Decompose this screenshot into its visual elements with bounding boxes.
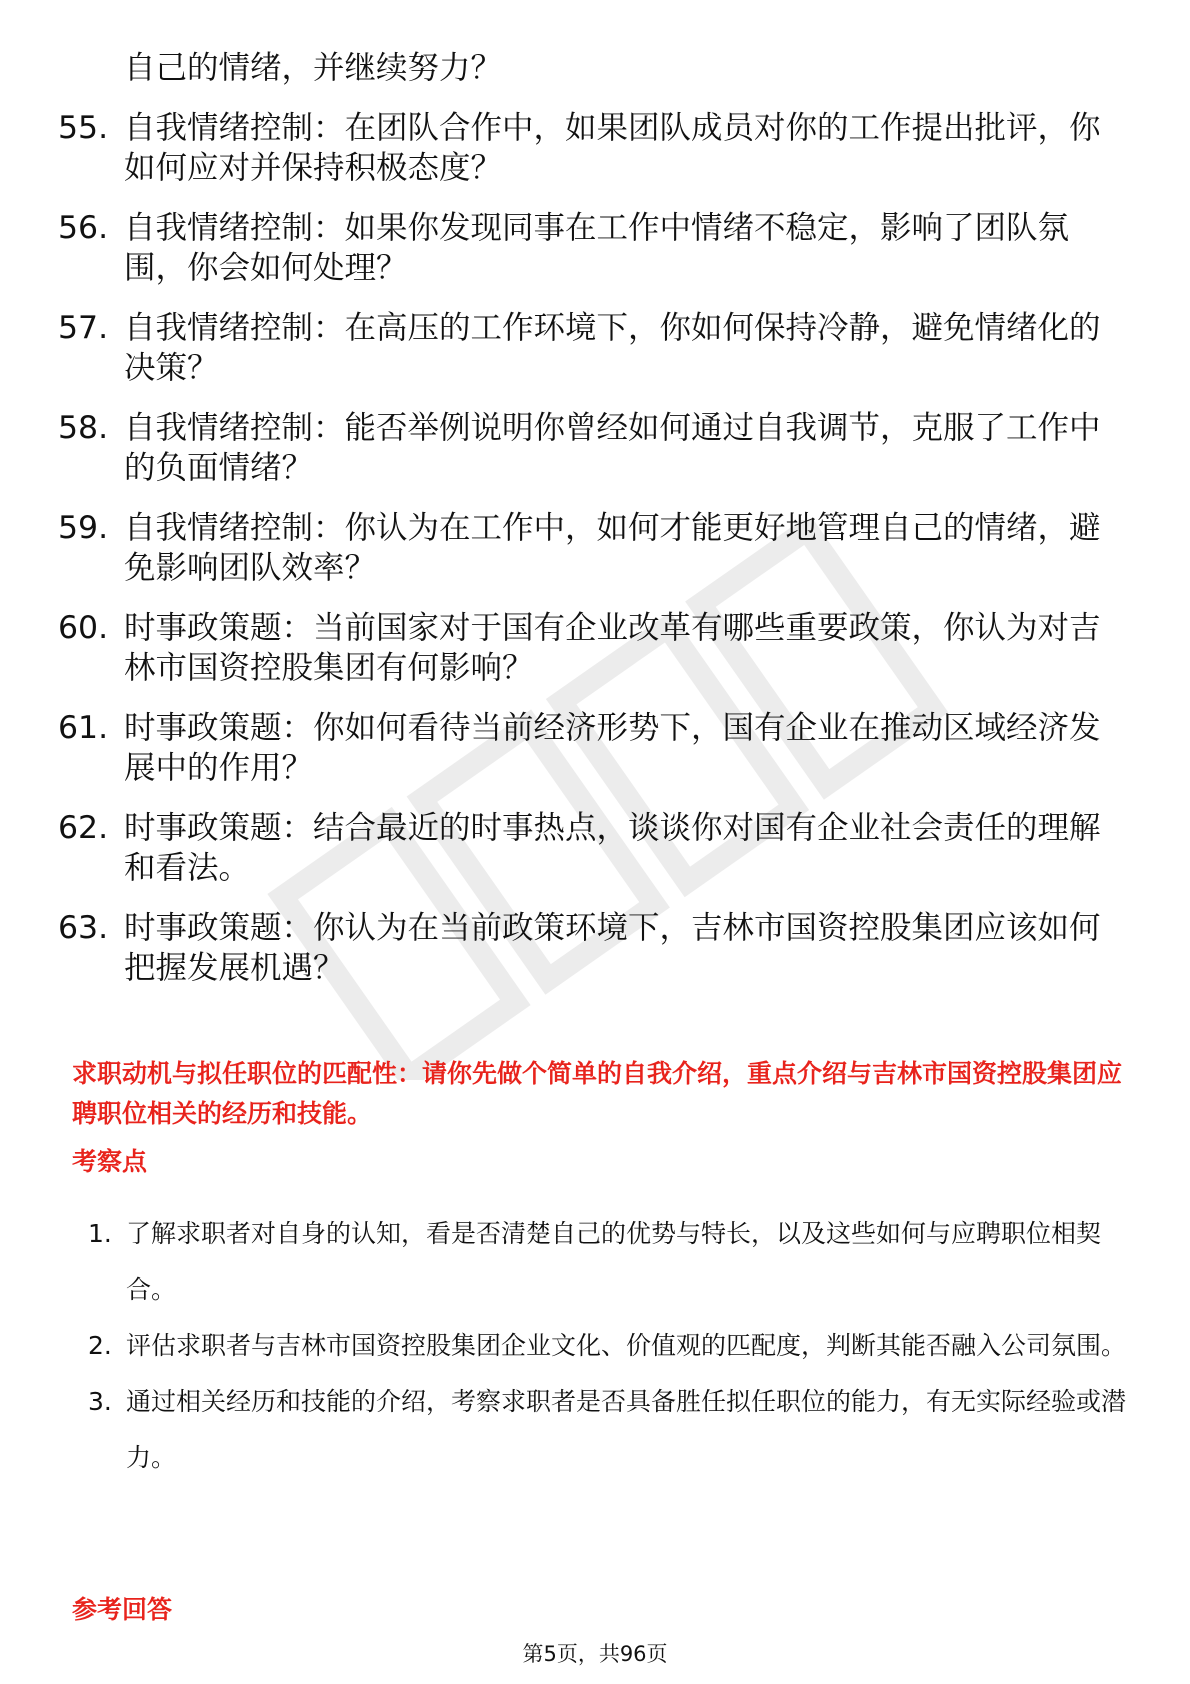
question-text: 自己的情绪，并继续努力？ (124, 50, 503, 86)
question-item (58, 808, 1128, 888)
question-text: 自我情绪控制：如果你发现同事在工作中情绪不稳定，影响了团队氛围，你会如何处理？ (124, 210, 1070, 286)
point-item (88, 1206, 1128, 1318)
question-item (58, 708, 1128, 788)
question-number: 57. (58, 310, 109, 346)
question-number: 59. (58, 510, 109, 546)
question-item (58, 108, 1128, 188)
question-number: 63. (58, 910, 109, 946)
question-text: 自我情绪控制：在团队合作中，如果团队成员对你的工作提出批评，你如何应对并保持积极态度？ (124, 110, 1101, 186)
question-item (58, 408, 1128, 488)
question-text: 时事政策题：你如何看待当前经济形势下，国有企业在推动区域经济发展中的作用？ (124, 710, 1101, 786)
points-label: 考察点 (72, 1147, 148, 1176)
point-item (88, 1374, 1128, 1486)
point-text: 通过相关经历和技能的介绍，考察求职者是否具备胜任拟任职位的能力，有无实际经验或潜力。 (126, 1387, 1127, 1472)
point-text: 评估求职者与吉林市国资控股集团企业文化、价值观的匹配度，判断其能否融入公司氛围。 (126, 1331, 1127, 1360)
question-item (58, 908, 1128, 988)
page-footer: 第5页，共96页 (522, 1642, 668, 1666)
point-text: 了解求职者对自身的认知，看是否清楚自己的优势与特长，以及这些如何与应聘职位相契合。 (126, 1219, 1102, 1304)
question-text: 自我情绪控制：能否举例说明你曾经如何通过自我调节，克服了工作中的负面情绪？ (124, 410, 1101, 486)
question-item (58, 608, 1128, 688)
question-text: 自我情绪控制：你认为在工作中，如何才能更好地管理自己的情绪，避免影响团队效率？ (124, 510, 1101, 586)
question-item (58, 48, 1128, 88)
question-item (58, 208, 1128, 288)
point-number: 2. (88, 1331, 112, 1360)
question-number: 56. (58, 210, 109, 246)
point-number: 1. (88, 1219, 112, 1248)
question-number: 61. (58, 710, 109, 746)
question-text: 时事政策题：你认为在当前政策环境下，吉林市国资控股集团应该如何把握发展机遇？ (124, 910, 1101, 986)
question-number: 58. (58, 410, 109, 446)
question-text: 自我情绪控制：在高压的工作环境下，你如何保持冷静，避免情绪化的决策？ (124, 310, 1101, 386)
point-item (88, 1318, 1128, 1374)
section-heading: 求职动机与拟任职位的匹配性：请你先做个简单的自我介绍，重点介绍与吉林市国资控股集团应聘职位相关的经历和技能。 (72, 1059, 1123, 1128)
question-number: 60. (58, 610, 109, 646)
question-number: 62. (58, 810, 109, 846)
point-number: 3. (88, 1387, 112, 1416)
question-list (58, 48, 1128, 1008)
question-item (58, 308, 1128, 388)
answer-label: 参考回答 (72, 1595, 173, 1624)
question-number: 55. (58, 110, 109, 146)
question-text: 时事政策题：结合最近的时事热点，谈谈你对国有企业社会责任的理解和看法。 (124, 810, 1101, 886)
question-item (58, 508, 1128, 588)
points-list (88, 1206, 1128, 1486)
question-text: 时事政策题：当前国家对于国有企业改革有哪些重要政策，你认为对吉林市国资控股集团有何影响？ (124, 610, 1101, 686)
